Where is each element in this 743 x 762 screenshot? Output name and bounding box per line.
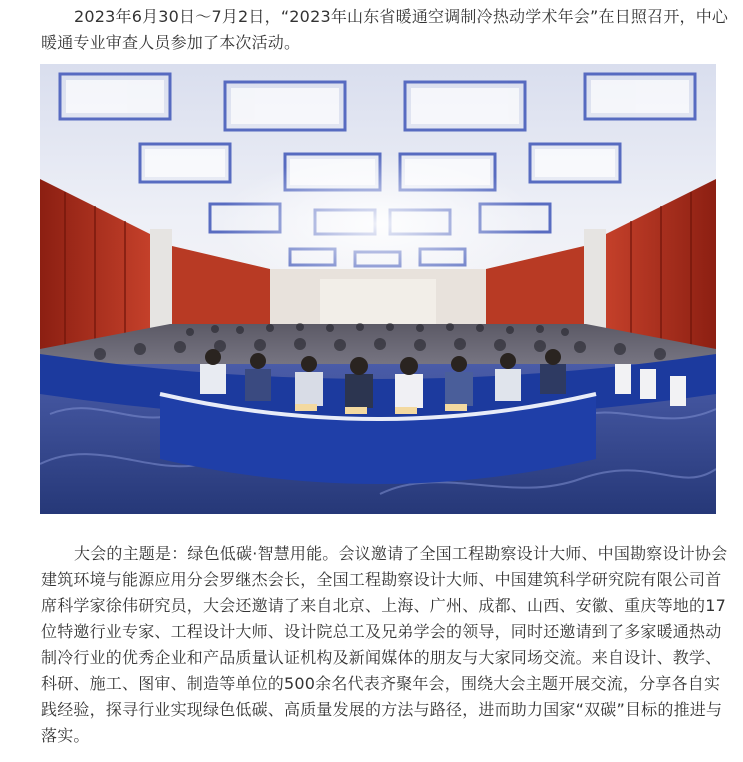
body-paragraph: 大会的主题是：绿色低碳·智慧用能。会议邀请了全国工程勘察设计大师、中国勘察设计协会建筑环境与能源应用分会罗继杰会长，全国工程勘察设计大师、中国建筑科学研究院有限公司首席科学家徐伟研究员，大会还邀请了来自北京、上海、广州、成都、山西、安徽、重庆等地的17位特邀行业专家、工程设计大师、设计院总工及兄弟学会的领导，同时还邀请到了多家暖通热动制冷行业的优秀企业和产品质量认证机构及新闻媒体的朋友与大家同场交流。来自设计、教学、科研、施工、图审、制造等单位的500余名代表齐聚年会，围绕大会主题开展交流，分享各自实践经验，探寻行业实现绿色低碳、高质量发展的方法与路径，进而助力国家“双碳”目标的推进与落实。 [41,544,728,745]
conference-photo [40,64,716,514]
intro-paragraph: 2023年6月30日～7月2日，“2023年山东省暖通空调制冷热动学术年会”在日照召开，中心暖通专业审查人员参加了本次活动。 [41,7,729,52]
